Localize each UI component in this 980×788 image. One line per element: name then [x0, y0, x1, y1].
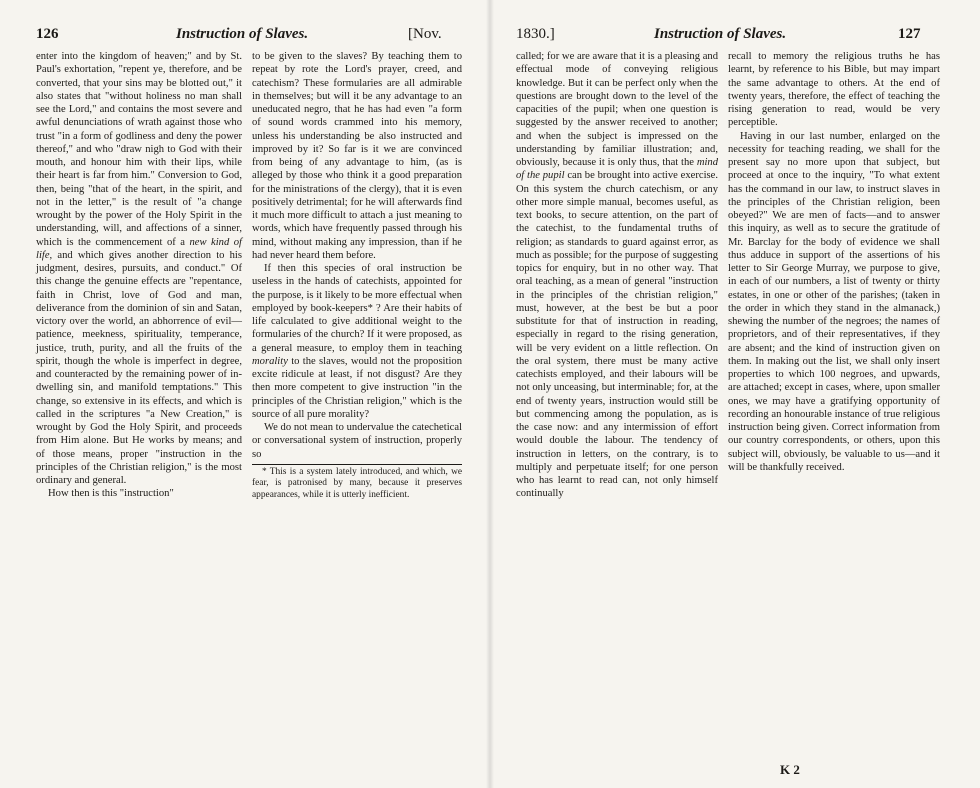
footnote: [252, 467, 462, 502]
right-running-title: Instruction of Slaves.: [654, 26, 787, 42]
right-col2-paragraph-2: Having in our last number, enlarged on the necessity for teaching reading, we shall for the present say no more upon that subject, but proceed at once to the inquiry, "To what extent has the command in our law, to instruct slaves in the principles of the Christian religion, been obeyed?" We are men of facts—and to answer this inquiry, as well as to secure the gratitude of Mr. Barclay for the body of evidence we shall thus adduce in support of the assertions of his letter to Sir George Murray, we purpose to give, in each of our numbers, a list of twenty or thirty estates, in one or other of the parishes; (taken in the order in which they stand in the almanack,) shewing the number of the negroes; the names of proprietors, and of their representatives, if they are absent; and the kind of instruction given on them. In making out the list, we shall only insert properties to which 100 negroes, and upwards, are attached; except in cases, where, upon smaller ones, we may have a gratifying opportunity of recording an honourable instance of true religious instruction being given. Correct information from our country correspondents, or others, upon this subject will, obviously, be valuable to us—and it will be thankfully received.: [728, 130, 940, 473]
left-column-2: [252, 50, 462, 502]
signature-mark: K 2: [780, 762, 800, 777]
right-page-date: 1830.]: [516, 26, 555, 42]
left-col1-paragraph-2: How then is this "instruction": [48, 488, 174, 500]
left-col1-text-a: enter into the kingdom of heaven;" and by St. Paul's exhortation, "repent ye, therefore, and be converted, that your sins may be blotted out," it also states that "without holiness no man shall see the Lord," and contains the most severe and awful denunciations of wrath against those who trust "in a form of godliness and deny the power thereof," and who "draw nigh to God with their mouth, and honour him with their lips, while their heart is far from him." Conversion to God, then, being "that of the heart, in the spirit, and not in the letter," is the result of "a change wrought by the power of the Holy Spirit in the understanding, will, and affections of a sinner, which is the commencement of a: [36, 51, 242, 248]
left-col2-paragraph-2: [252, 262, 462, 421]
left-col2-text-a: If then this species of oral instruction be useless in the hands of catechists, appointed for the purpose, is it likely to be more effectual when employed by book-keepers* ? Are their habits of life calculated to give additional weight to the formularies of the church? If it were proposed, as a general measure, to employ them in teaching: [252, 263, 462, 354]
left-col1-italic: new kind of life,: [36, 236, 243, 261]
left-running-title: Instruction of Slaves.: [176, 26, 309, 42]
left-column-1: [36, 50, 242, 501]
left-col2-paragraph-3: We do not mean to undervalue the catechetical or conversational system of instruction, properly so: [252, 422, 462, 460]
left-page-date: [Nov.: [408, 26, 442, 42]
left-page-number: 126: [36, 26, 59, 42]
right-column-2: [728, 50, 940, 474]
right-col1-paragraph-1: [516, 50, 718, 501]
footnote-rule: [252, 464, 462, 465]
right-column-1: [516, 50, 718, 501]
left-col2-italic: morality: [252, 355, 288, 367]
left-page-header: [36, 26, 466, 48]
right-page-header: [516, 26, 946, 48]
left-col1-paragraph-1: [36, 50, 242, 487]
right-col2-paragraph-1: recall to memory the religious truths he has learnt, by reference to his Bible, but may impart the same advantage to others. At the end of twenty years, therefore, the effect of teaching the rising generation to read, would be very perceptible.: [728, 51, 940, 129]
right-page: [490, 0, 980, 788]
right-page-number: 127: [898, 26, 921, 42]
right-col1-italic: mind of the pupil: [516, 157, 718, 182]
left-col1-text-b: and which gives another direction to his judgment, desires, pursuits, and conduct." Of this change the genuine effects are "repentance, faith in Christ, love of God and man, deliverance from the dominion of sin and Satan, victory over the world, an abhorrence of evil—patience, meekness, spirituality, temperance, justice, truth, purity, and all the fruits of the spirit, though the whole is imperfect in degree, and counteracted by the remaining power of in-dwelling sin, and manifold temptations." This change, so extensive in its effects, and which is called in the scriptures "a New Creation," is wrought by God the Holy Spirit, and proceeds from Him alone. But He works by means; and of those means, proper "instruction in the principles of the Christian religion," is the most ordinary and general.: [36, 249, 242, 486]
right-col1-text-a: called; for we are aware that it is a pleasing and effectual mode of conveying religious knowledge. But it can be perfect only when the questions are brought down to the level of the capacities of the pupil; when one question is suggested by the answer received to another; and when the subject is impressed on the understanding by familiar illustration; and, obviously, because it is only thus, that the: [516, 51, 718, 168]
footnote-text: * This is a system lately introduced, and which, we fear, is patronised by many, because it preserves appearances, while it is utterly inefficient.: [252, 466, 462, 500]
left-col2-paragraph-1: to be given to the slaves? By teaching them to repeat by rote the Lord's prayer, creed, and catechism? These formularies are all admirable in themselves; but will it be any advantage to an uneducated negro, that he has had even "a form of sound words crammed into his memory, unless his understanding be also instructed and improved by it? So far is it we are convinced from being of any advantage to him, (as is alleged by those who think it a good preparation for the ministrations of the clergy), that it is even positively detrimental; for he will afterwards find it much more difficult to attach a just meaning to words, which have frequently passed through his mind, without making any impression, than if he had never heard them before.: [252, 51, 462, 261]
right-col1-text-b: can be brought into active exercise. On this system the church catechism, or any other more simple manual, becomes useful, as text books, to secure attention, on the part of the catechist, to the fundamental truths of religion; as standards to guard against error, as much as possible; for the purpose of suggesting topics for enquiry, but in no other way. That oral teaching, as a mean of general "instruction in the principles of the christian religion," must, however, at the best be but a poor substitute for that of instruction in reading, especially in regard to the rising generation, will be very evident on a little reflection. On the oral system, there must be many active catechists employed, and their labours will be not only unceasing, but interminable; for, at the end of twenty years, instruction would still be but commencing among the population, as is the case now: and any intermission of effort would double the labour. The tendency of instruction in letters, on the contrary, is to multiply and perpetuate itself; for one person who has learnt to read can, not only himself continually: [516, 170, 718, 500]
left-col2-text-b: to the slaves, would not the proposition excite ridicule at least, if not disgust? Are they then more competent to give instruction "in the principles of the Christian religion," which is the source of all pure morality?: [252, 355, 462, 420]
